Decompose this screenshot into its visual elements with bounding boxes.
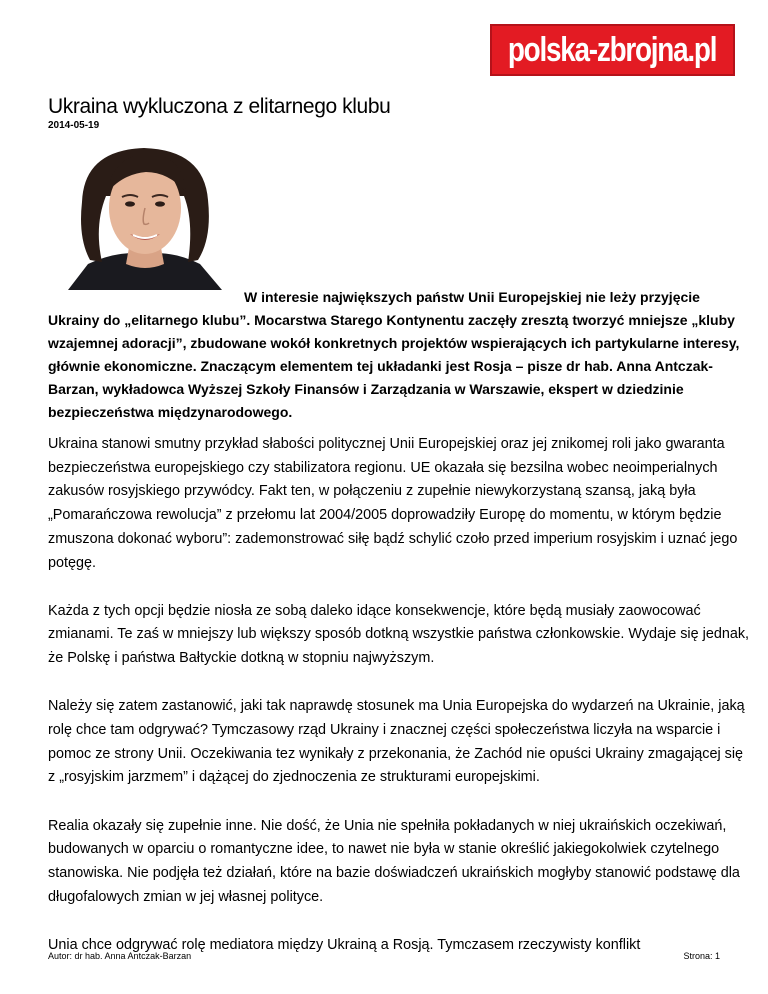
article-body — [48, 433, 753, 982]
article-lead — [48, 286, 748, 424]
article-date: 2014-05-19 — [48, 120, 100, 131]
body-paragraph: Unia chce odgrywać rolę mediatora między Ukrainą a Rosją. Tymczasem rzeczywisty konflikt — [48, 936, 641, 953]
lead-rest: Ukrainy do „elitarnego klubu”. Mocarstwa Starego Kontynentu zaczęły zresztą tworzyć mniejsze „kluby wzajemnej adoracji”, zbudowane wokół konkretnych projektów wspierających ich partykularne interesy, głównie ekonomiczne. Znaczącym elementem tej układanki jest Rosja – pisze dr hab. Anna Antczak-Barzan, wykładowca Wyższej Szkoły Finansów i Zarządzania w Warszawie, ekspert w dziedzinie bezpieczeństwa międzynarodowego. — [48, 312, 740, 420]
site-logo-text: polska-zbrojna.pl — [508, 31, 717, 69]
body-paragraph: Realia okazały się zupełnie inne. Nie dość, że Unia nie spełniła pokładanych w niej ukraińskich oczekiwań, budowanych w oparciu o romantyczne idee, to nawet nie była w stanie określić jakiegokolwiek czytelnego stanowiska. Nie podjęła też działań, które na bazie doświadczeń ukraińskich mogłyby stanowić podstawę dla długofalowych zmian w jej własnej polityce. — [48, 817, 740, 905]
body-paragraph: Ukraina stanowi smutny przykład słabości politycznej Unii Europejskiej oraz jej znikomej roli jako gwaranta bezpieczeństwa europejskiego czy stabilizatora regionu. UE okazała się bezsilna wobec neoimperialnych zakusów rosyjskiego przywódcy. Fakt ten, w połączeniu z zupełnie niewykorzystaną szansą, jaką była „Pomarańczowa rewolucja” z przełomu lat 2004/2005 doprowadziły Europę do momentu, w którym będzie zmuszona dokonać wyboru”: zademonstrować siłę bądź schylić czoło przed imperium rosyjskim i uznać jego potęgę. — [48, 436, 738, 571]
footer-page-number: Strona: 1 — [683, 951, 720, 961]
author-photo — [48, 142, 242, 290]
body-paragraph: Należy się zatem zastanowić, jaki tak naprawdę stosunek ma Unia Europejska do wydarzeń na Ukrainie, jaką rolę chce tam odgrywać? Tymczasowy rząd Ukrainy i znacznej części społeczeństwa liczyła na wsparcie i pomoc ze strony Unii. Oczekiwania tez wynikały z przekonania, że Zachód nie opuści Ukrainy zmagającej się z „rosyjskim jarzmem” i dążącej do zjednoczenia ze strukturami europejskimi. — [48, 698, 745, 786]
lead-first-line: W interesie największych państw Unii Europejskiej nie leży przyjęcie — [244, 289, 700, 305]
body-paragraph: Każda z tych opcji będzie niosła ze sobą daleko idące konsekwencje, które będą musiały zaowocować zmianami. Te zaś w mniejszy lub większy sposób dotkną wszystkie państwa członkowskie. Wydaje się jednak, że Polskę i państwa Bałtyckie dotkną w stopniu najwyższym. — [48, 602, 750, 667]
site-logo[interactable] — [490, 24, 735, 76]
footer-author: Autor: dr hab. Anna Antczak-Barzan — [48, 951, 192, 961]
article-title: Ukraina wykluczona z elitarnego klubu — [48, 95, 391, 118]
